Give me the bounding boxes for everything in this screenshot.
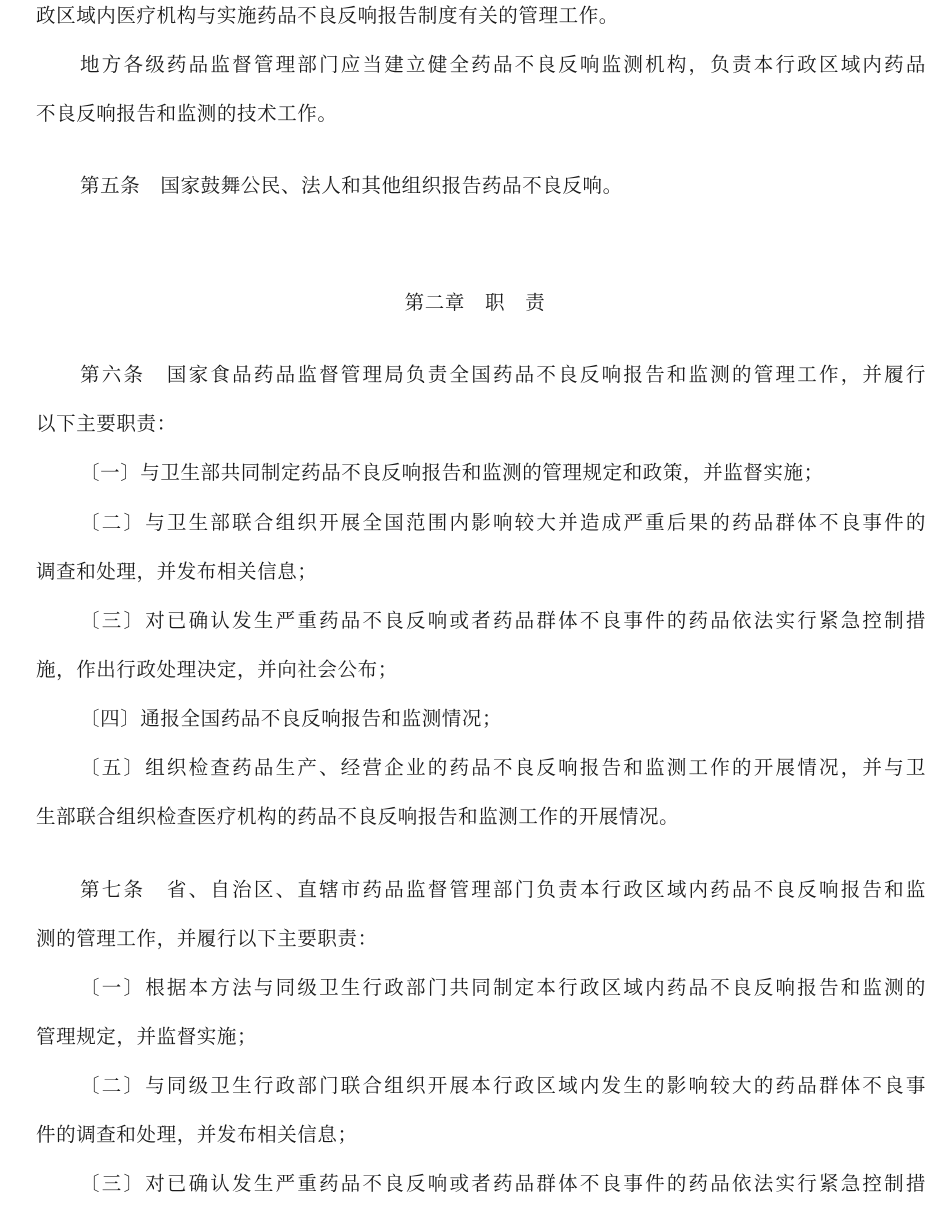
list-item: 〔三〕对已确认发生严重药品不良反响或者药品群体不良事件的药品依法实行紧急控制措 [80, 609, 926, 632]
text-line: 生部联合组织检查医疗机构的药品不良反响报告和监测工作的开展情况。 [36, 805, 680, 828]
list-item: 〔二〕与同级卫生行政部门联合组织开展本行政区域内发生的影响较大的药品群体不良事 [80, 1074, 926, 1097]
text-line: 施，作出行政处理决定，并向社会公布； [36, 658, 398, 681]
text-line: 以下主要职责： [36, 412, 177, 435]
text-line: 不良反响报告和监测的技术工作。 [36, 102, 338, 125]
text-line: 政区域内医疗机构与实施药品不良反响报告制度有关的管理工作。 [36, 4, 619, 27]
list-item: 〔三〕对已确认发生严重药品不良反响或者药品群体不良事件的药品依法实行紧急控制措 [80, 1172, 926, 1195]
article-6: 第六条 国家食品药品监督管理局负责全国药品不良反响报告和监测的管理工作，并履行 [80, 363, 926, 386]
text-line: 调查和处理，并发布相关信息； [36, 560, 318, 583]
article-5: 第五条 国家鼓舞公民、法人和其他组织报告药品不良反响。 [80, 174, 623, 197]
list-item: 〔二〕与卫生部联合组织开展全国范围内影响较大并造成严重后果的药品群体不良事件的 [80, 511, 926, 534]
list-item: 〔五〕组织检查药品生产、经营企业的药品不良反响报告和监测工作的开展情况，并与卫 [80, 756, 926, 779]
text-line: 管理规定，并监督实施； [36, 1025, 258, 1048]
list-item: 〔一〕与卫生部共同制定药品不良反响报告和监测的管理规定和政策，并监督实施； [80, 461, 824, 484]
list-item: 〔四〕通报全国药品不良反响报告和监测情况； [80, 707, 503, 730]
text-line: 测的管理工作，并履行以下主要职责： [36, 927, 378, 950]
chapter-heading: 第二章 职 责 [404, 291, 546, 314]
text-line: 件的调查和处理，并发布相关信息； [36, 1123, 358, 1146]
text-line: 地方各级药品监督管理部门应当建立健全药品不良反响监测机构，负责本行政区域内药品 [80, 53, 926, 76]
article-7: 第七条 省、自治区、直辖市药品监督管理部门负责本行政区域内药品不良反响报告和监 [80, 878, 926, 901]
list-item: 〔一〕根据本方法与同级卫生行政部门共同制定本行政区域内药品不良反响报告和监测的 [80, 976, 926, 999]
